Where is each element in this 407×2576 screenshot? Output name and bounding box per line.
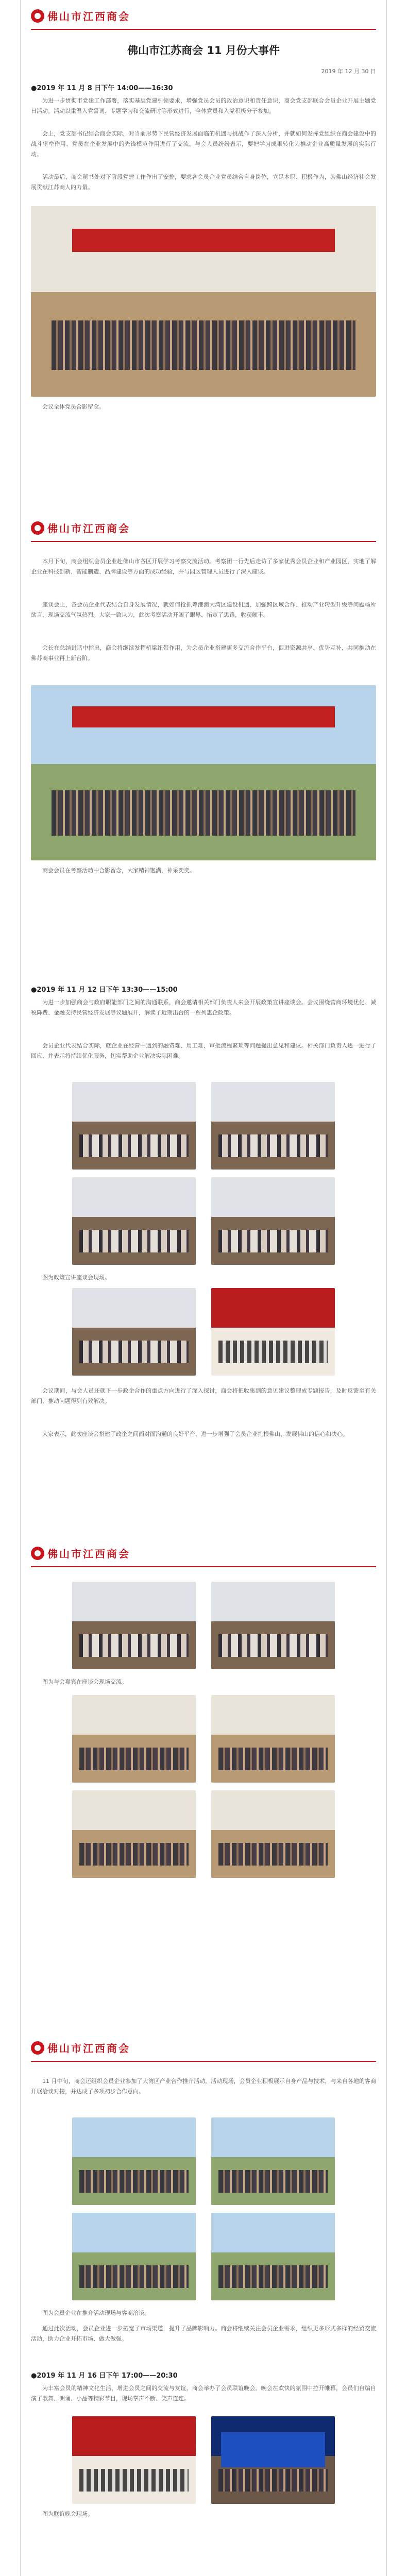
event-3-para-2: 会员企业代表结合实际，就企业在经营中遇到的融资难、用工难、审批流程繁琐等问题提出意见和建议。相关部门负责人逐一进行了回应，并表示将持续优化服务，切实帮助企业解决实际困难。 [31, 1042, 376, 1059]
event-5-photo-3 [72, 2213, 196, 2300]
event-5-photo-4 [211, 2213, 335, 2300]
doc-date: 2019 年 12 月 30 日 [321, 68, 376, 75]
brand-logo [31, 1546, 130, 1561]
event-3-caption: 图为政策宣讲座谈会现场。 [42, 1274, 110, 1281]
event-4-photo-6 [211, 1790, 335, 1878]
event-6-photo-2 [211, 2416, 335, 2504]
brand-logo [31, 2040, 130, 2055]
event-6-heading: ●2019 年 11 月 16 日下午 17:00——20:30 [31, 2372, 178, 2380]
event-4-photo-1 [72, 1582, 196, 1669]
event-6-photo-1 [72, 2416, 196, 2504]
event-1-caption: 会议全体党员合影留念。 [42, 403, 105, 410]
event-3-heading: ●2019 年 11 月 12 日下午 13:30——15:00 [31, 986, 178, 994]
seal-icon [31, 521, 44, 535]
event-4-photo-4 [211, 1695, 335, 1783]
event-6-caption: 图为联谊晚会现场。 [42, 2511, 93, 2517]
brand-text: 佛山市江西商会 [47, 10, 130, 23]
brand-text: 佛山市江西商会 [47, 1548, 130, 1560]
event-4-photo-5 [72, 1790, 196, 1878]
event-2-photo [31, 685, 376, 860]
event-2-caption: 商会会员在考察活动中合影留念，大家精神饱满，神采奕奕。 [42, 867, 195, 874]
event-3-para-1: 为进一步加强商会与政府职能部门之间的沟通联系，商会邀请相关部门负责人来会开展政策宣讲座谈会。会议围绕营商环境优化、减税降费、金融支持民营经济发展等议题展开，解读了近期出台的一系列惠企政策。 [31, 999, 376, 1016]
event-1-para-2: 会上，党支部书记结合商会实际，对当前形势下民营经济发展面临的机遇与挑战作了深入分析，并就如何发挥党组织在商会建设中的战斗堡垒作用、党员在企业发展中的先锋模范作用进行了交流。与会人员纷纷表示，要把学习成果转化为推动企业高质量发展的实际行动。 [31, 130, 376, 158]
header-divider [31, 29, 376, 30]
brand-text: 佛山市江西商会 [47, 2042, 130, 2055]
event-2-para-1: 本月下旬，商会组织会员企业赴佛山市各区开展学习考察交流活动。考察团一行先后走访了多家优秀会员企业和产业园区，实地了解企业在科技创新、智能制造、品牌建设等方面的成功经验，并与园区管理人员进行了深入座谈。 [31, 558, 376, 575]
event-1-para-3: 活动最后，商会秘书处对下阶段党建工作作出了安排，要求各会员企业党员结合自身岗位，立足本职、积极作为，为佛山经济社会发展贡献江苏商人的力量。 [31, 174, 376, 191]
event-5-photo-2 [211, 2117, 335, 2205]
brand-text: 佛山市江西商会 [47, 522, 130, 535]
event-6-para-1: 为丰富会员的精神文化生活，增进会员之间的交流与友谊，商会举办了会员联谊晚会。晚会在欢快的氛围中拉开帷幕，会员们自编自演了歌舞、朗诵、小品等精彩节目，现场掌声不断、笑声连连。 [31, 2385, 376, 2402]
page-title: 佛山市江苏商会 11 月份大事件 [127, 44, 280, 57]
event-3-photo-6 [211, 1288, 335, 1376]
event-4-caption: 图为与会嘉宾在座谈会现场交流。 [42, 1679, 127, 1685]
event-1-heading: ●2019 年 11 月 8 日下午 14:00——16:30 [31, 84, 173, 92]
event-4-photo-3 [72, 1695, 196, 1783]
event-1-photo [31, 206, 376, 397]
seal-icon [31, 1547, 44, 1560]
header-divider [31, 1566, 376, 1567]
event-3-photo-4 [211, 1177, 335, 1265]
event-3-photo-5 [72, 1288, 196, 1376]
event-4-para-1: 会议期间，与会人员还就下一步政企合作的重点方向进行了深入探讨，商会将把收集到的意见建议整理成专题报告，及时反馈至有关部门，推动问题得到有效解决。 [31, 1387, 376, 1404]
event-1-para-1: 为进一步贯彻市党建工作部署，落实基层党建引领要求，增强党员会员的政治意识和责任意识，商会党支部联合会员企业开展主题党日活动。活动以重温入党誓词、专题学习和交流研讨等形式进行，全体党员和入党积极分子参加。 [31, 97, 376, 114]
header-divider [31, 541, 376, 542]
event-3-photo-1 [72, 1082, 196, 1170]
event-5-para-1: 11 月中旬，商会还组织会员企业参加了大湾区产业合作推介活动。活动现场，会员企业积极展示自身产品与技术，与来自各地的客商开展洽谈对接，并达成了多项初步合作意向。 [31, 2078, 376, 2095]
event-3-photo-2 [211, 1082, 335, 1170]
event-5-caption: 图为会员企业在推介活动现场与客商洽谈。 [42, 2310, 150, 2316]
event-5-para-2: 通过此次活动，会员企业进一步拓宽了市场渠道，提升了品牌影响力。商会将继续关注会员企业需求，组织更多形式多样的经贸交流活动，助力企业开拓市场、做大做强。 [31, 2325, 376, 2342]
event-2-para-2: 座谈会上，各会员企业代表结合自身发展情况，就如何抢抓粤港澳大湾区建设机遇、加强跨区域合作、推动产业转型升级等问题畅所欲言，现场交流气氛热烈。大家一致认为，此次考察活动开阔了眼界、拓宽了思路，收获颇丰。 [31, 601, 376, 618]
brand-logo [31, 8, 130, 23]
event-2-para-3: 会长在总结讲话中指出，商会将继续发挥桥梁纽带作用，为会员企业搭建更多交流合作平台，促进资源共享、优势互补，共同推动在佛苏商事业再上新台阶。 [31, 645, 376, 662]
seal-icon [31, 2041, 44, 2055]
event-3-photo-3 [72, 1177, 196, 1265]
event-4-photo-2 [211, 1582, 335, 1669]
header-divider [31, 2061, 376, 2062]
brand-logo [31, 520, 130, 535]
event-4-para-2: 大家表示，此次座谈会搭建了政企之间面对面沟通的良好平台，进一步增强了会员企业扎根佛山、发展佛山的信心和决心。 [42, 1431, 348, 1437]
seal-icon [31, 9, 44, 23]
event-5-photo-1 [72, 2117, 196, 2205]
